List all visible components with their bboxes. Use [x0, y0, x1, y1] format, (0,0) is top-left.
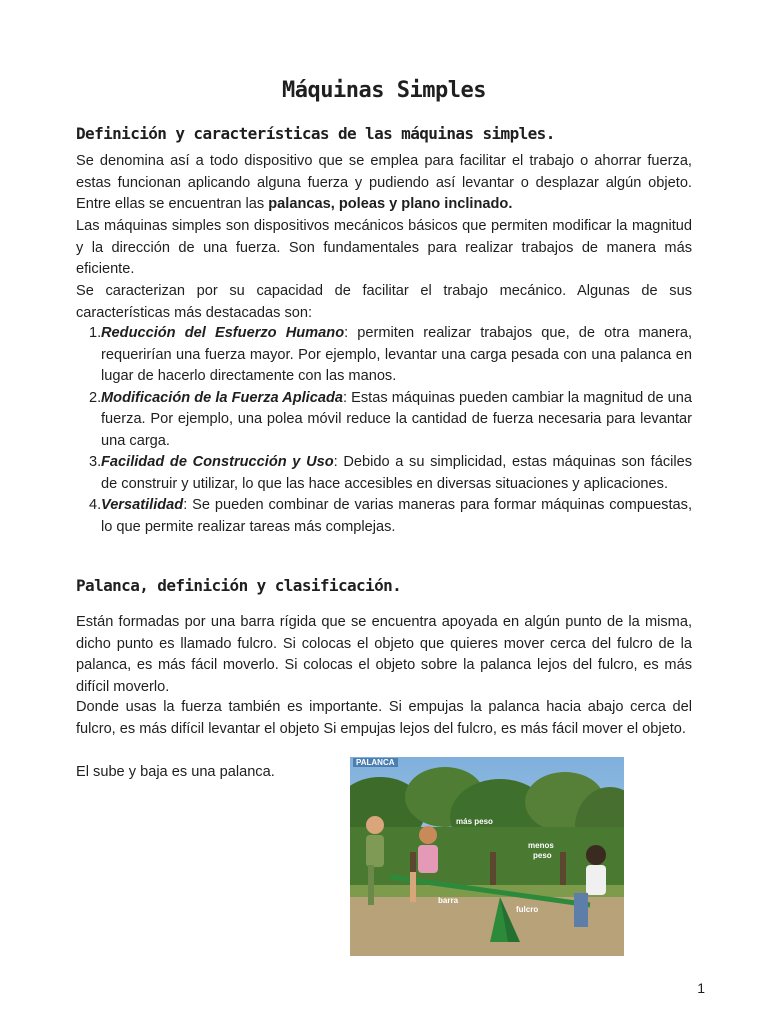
paragraph-intro-text: Se denomina así a todo dispositivo que se emplea para facilitar el trabajo o ahorrar fuerza, estas funcionan aplicando alguna fuerza y pudiendo así levantar o desplazar algún objeto. Entre ellas se encuentran las — [76, 153, 692, 212]
paragraph-basic-devices: Las máquinas simples son dispositivos mecánicos básicos que permiten modificar la magnitud y la dirección de una fuerza. Son fundamentales para realizar trabajos de manera más eficiente. — [76, 218, 692, 277]
label-bar: barra — [438, 896, 459, 905]
label-less-weight-1: menos — [528, 841, 554, 850]
paragraph-characteristics: Se caracterizan por su capacidad de facilitar el trabajo mecánico. Algunas de sus características más destacadas son: — [76, 283, 692, 321]
seesaw-lever-photo — [350, 757, 624, 956]
paragraph-intro-bold: palancas, poleas y plano inclinado. — [268, 196, 513, 212]
label-less-weight-2: peso — [533, 851, 552, 860]
list-item — [76, 388, 692, 453]
page-title: Máquinas Simples — [282, 78, 486, 103]
list-text: : permiten realizar trabajos que, de otra manera, requerirían una fuerza mayor. Por ejemplo, levantar una carga pesada con una palanca en lugar de hacerlo directamente con las manos. — [101, 325, 692, 384]
list-text: : Se pueden combinar de varias maneras para formar máquinas compuestas, lo que permite realizar tareas más complejas. — [101, 497, 692, 535]
label-more-weight: más peso — [456, 817, 493, 826]
list-number: 4. — [89, 497, 102, 513]
list-number: 1. — [89, 325, 102, 341]
list-number: 2. — [89, 389, 102, 406]
section-heading-definition: Definición y características de las máquinas simples. — [76, 124, 555, 143]
paragraph-intro — [76, 151, 692, 216]
characteristics-list — [76, 323, 692, 538]
photo-tag: PALANCA — [353, 758, 398, 767]
label-fulcrum: fulcro — [516, 905, 539, 914]
paragraph-lever-definition: Están formadas por una barra rígida que se encuentra apoyada en algún punto de la misma, dicho punto es llamado fulcro. Si colocas el objeto que quieres mover cerca del fulcro de la palanca, es más fácil moverlo. Si colocas el objeto sobre la palanca lejos del fulcro, es más difícil moverlo. — [76, 614, 692, 695]
list-item — [76, 323, 692, 388]
list-term: Versatilidad — [101, 497, 184, 513]
list-term: Reducción del Esfuerzo Humano — [101, 325, 345, 341]
list-item — [76, 495, 692, 538]
paragraph-seesaw: El sube y baja es una palanca. — [76, 764, 275, 780]
page-number: 1 — [697, 980, 705, 996]
list-item — [76, 452, 692, 495]
list-term: Facilidad de Construcción y Uso — [101, 454, 334, 470]
list-text: : Debido a su simplicidad, estas máquinas son fáciles de construir y utilizar, lo que las hace accesibles en diversas situaciones y aplicaciones. — [101, 454, 693, 492]
section-heading-lever: Palanca, definición y clasificación. — [76, 576, 402, 595]
list-text: : Estas máquinas pueden cambiar la magnitud de una fuerza. Por ejemplo, una polea móvil reduce la cantidad de fuerza necesaria para levantar una carga. — [101, 389, 692, 449]
list-term: Modificación de la Fuerza Aplicada — [101, 389, 343, 406]
list-number: 3. — [89, 454, 102, 470]
paragraph-lever-force: Donde usas la fuerza también es importante. Si empujas la palanca hacia abajo cerca del fulcro, es más difícil levantar el objeto Si empujas lejos del fulcro, es más fácil mover el objeto. — [76, 699, 692, 737]
